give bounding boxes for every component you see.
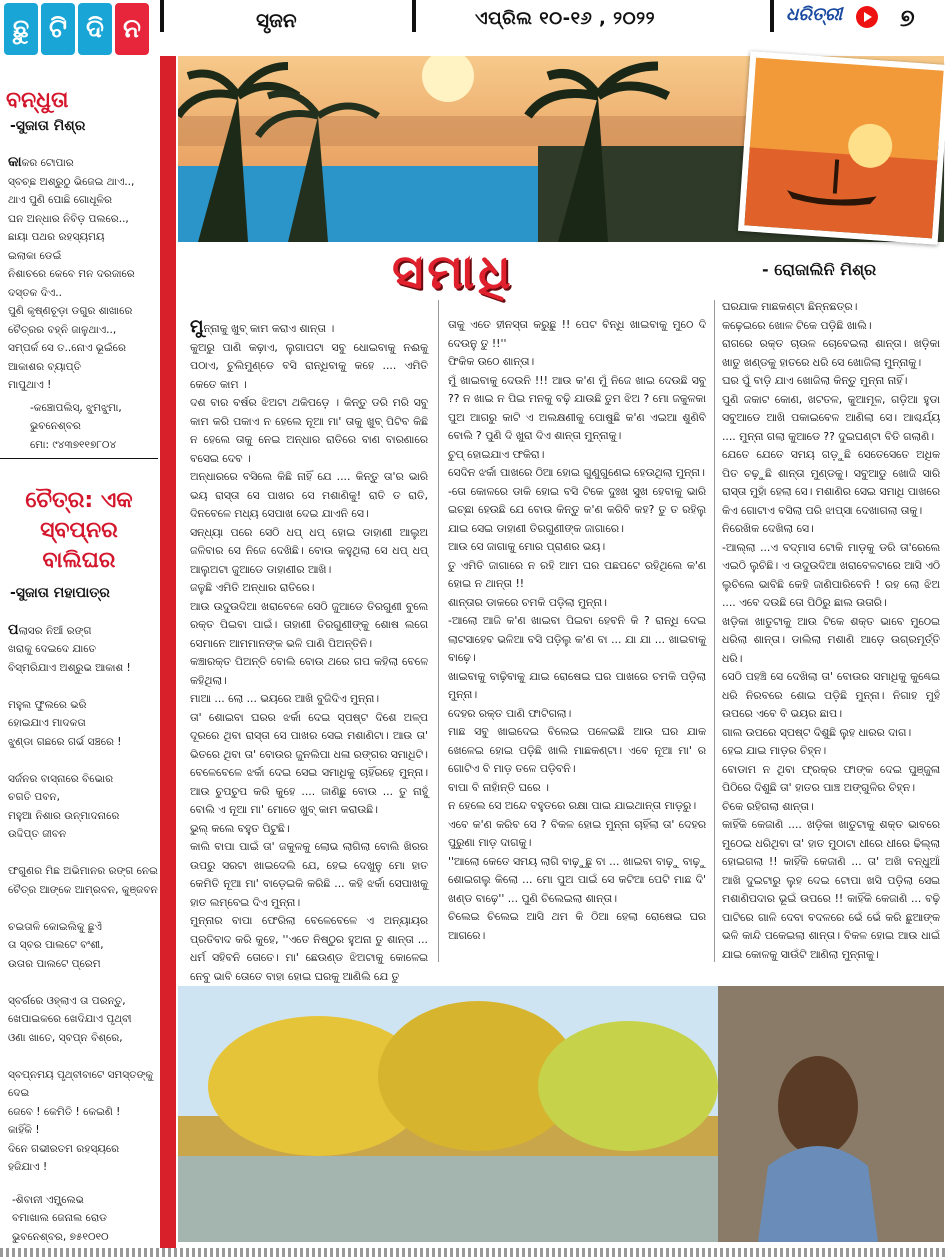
drop-cap: ପ [8,621,19,638]
drop-cap: ମୁ [190,316,204,337]
poem-title: ବନ୍ଧୁତା [6,88,69,113]
story-title: ସମାଧି [392,244,515,300]
brand-letter: ନ [115,3,149,55]
story-author: - ରୋଜାଲିନି ମିଶ୍ର [762,260,877,279]
story-text: ନ୍ନାକୁ ଖୁବ୍ କାମ କରାଏ ଶାନ୍ତା । କୁଅରୁ ପାଣି କଢ଼ାଏ, ଲୁଗାପଟା ସବୁ ଧୋଇବାକୁ ନଈକୁ ପଠାଏ, ଚୁଲିମୁଣ୍ଡେ ବସି ରାନ୍ଧିବାକୁ କହେ .... ଏମିତି କେତେ କାମ । ଦଶ ବାର ବର୍ଷର ଝିଅଟା ଥକିପଡ଼େ । କିନ୍ତୁ ଡରି ମରି ସବୁ କାମ କରି ପକାଏ ନ ହେଲେ ନୂଆ ମା' ତାକୁ ଖୁବ୍ ପିଟିବ କିଛି ନ ହେଲେ ତାକୁ ନେଇ ଅନ୍ଧାର ରାତିରେ ବାଣ ବାରଣାରେ ବସେଇ ଦେବ । ଅନ୍ଧାରରେ ବସିଲେ କିଛି ନାହିଁ ଯେ .... କିନ୍ତୁ ତା'ର ଭାରି ଭୟ ରାସ୍ତା ସେ ପାଖର ସେ ମଶାଣିକୁ! ରାତି ତ ରାତି, ଦିନବେଳେ ମଧ୍ୟ ସେପାଖ ଦେଇ ଯାଏନି ସେ। ସନ୍ଧ୍ୟା ପରେ ସେଠି ଧପ୍ ଧପ୍ ହୋଇ ଡାହାଣୀ ଆଲୁଅ ଜଳିବାର ସେ ନିଜେ ଦେଖିଛି। ବୋଉ କହୁଥିଲା ସେ ଧପ୍ ଧପ୍ ଆଲୁଅଟା ଜୁଆଡେ ଡାହାଣୀର ଆଖି। ଜଳୁଛି ଏମିତି ଅନ୍ଧାର ରାତିରେ। ଆଉ ଉଦୁଉଦିଆ ଖରାବେଳେ ସେଠି ଜୁଆଡେ ତିରଗୁଣୀ ବୁଲେ ରକ୍ତ ପିଇବା ପାଇଁ। ତାହାଣୀ ତିରଗୁଣୀଙ୍କୁ ଶୋଷ ଲଗେ ସେମାନେ ଆମମାନଙ୍କ ଭଳି ପାଣି ପିଅନ୍ତିନି। କଞ୍ଚାରକ୍ତ ପିଅନ୍ତି ବୋଲି ବୋଉ ଥରେ ଗପ କହିଲା ବେଳେ କହିଥିଲା। ମାଆ ... ଲୋ ... ଭୟରେ ଆଖି ବୁଜିଦିଏ ମୁନ୍ନା। ତା' ଶୋଇବା ଘରର ଝର୍କା ଦେଇ ସ୍ପଷ୍ଟ ଦିଶେ ଅଳ୍ପ ଦୂରରେ ଥିବା ରାସ୍ତା ସେ ପାଖର ସେଇ ମଶାଣିଟା। ଆଉ ତା' ଭିତରେ ଥିବା ତା' ବୋଉର ଜୁନଲିପା ଧଳା ରଙ୍ଗର ସମାଧିଟି। ବେଳେବେଳେ ଝର୍କା ଦେଇ ସେଇ ସମାଧିକୁ ଚାହିଁରହେ ମୁନ୍ନା। ଆଉ ଚୁପଚୁପ କରି କୁହେ .... ଜାଣିଛୁ ବୋଉ ... ତୁ ନାହୁଁ ବୋଲି ଏ ନୂଆ ମା' ମୋତେ ଖୁବ୍ କାମ କରାଉଛି। ଭୁଲ୍ କଲେ ବହୁତ ପିଟୁଛି। କାଲି ବାପା ପାଇଁ ତା' ଜକୁଳକୁ ଲୋଭ ଲାଗିଲା ବୋଲି ଖିରର ଉପରୁ ସରଟା ଖାଇଦେଲି ଯେ, ହେଇ ଦେଖୁନୁ ମୋ ହାତ କେମିତି ନୂଆ ମା' ବାଡ଼େଇକି କରିଛି ... କହି ଝର୍କା ସେପାଖକୁ ହାତ ଲମ୍ବେଇ ଦିଏ ମୁନ୍ନା। ମୁନ୍ନାର ବାପା ଫେରିଲା ବେଳେବେଳେ ଏ ଅନ୍ୟାୟର ପ୍ରତିବାଦ କରି କୁହେ, ''ଏତେ ନିଷ୍ଠୁର ହୁଅନା ତୁ ଶାନ୍ତା ... ଧର୍ମ ସହିବନି ତୋତେ। ମା' ଛେଉଣ୍ଡ ଝିଅଟାକୁ କୋଳେଇ ନେବୁ ଭାବି ତୋତେ ବାହା ହୋଇ ଘରକୁ ଆଣିଲି ଯେ ତୁ [190,322,428,983]
section-name: ସୃଜନ [256,8,297,32]
page-bottom-border [0,1248,945,1257]
page-header [0,0,945,60]
play-icon [856,6,878,28]
column-divider [0,458,158,459]
header-divider [770,0,774,32]
brand-letter: ଛୁ [4,3,38,55]
poem-author: -ସୁଜାତା ମହାପାତ୍ର [10,585,110,601]
column-divider [438,300,439,962]
sunset-boat-photo [738,51,945,245]
section-brand-logo [4,3,149,55]
issue-date: ଏପ୍ରିଲ ୧୦-୧୬ , ୨୦୨୨ [475,8,656,29]
left-poem-column [0,62,158,1242]
poem-address: -କଞ୍ଚୋପଲିସ୍, ଝୁମଝୁମା, ଭୁବନେଶ୍ବର ମୋ: ୯୪୩୭୧୧୭୮୦୪ [30,401,122,451]
poem-author: -ସୁଜାତା ମିଶ୍ର [10,117,86,134]
poem-body [0,153,158,395]
newspaper-logo: ଧରିତ୍ରୀ [786,4,843,25]
column-divider [714,300,715,962]
poem-address: -ଶିବାନୀ ଏମ୍କ୍ଲେଭ ବମାଖାଲ ଜେନାଲ ରୋଡ ଭୁବନେଶ୍ବର, ୭୫୧୦୧୦ [12,1193,109,1243]
drop-cap: କା [8,154,22,170]
story-column-2: ତାକୁ ଏତେ ହୀନସ୍ତା କରୁଛୁ !! ପେଟ ବିନ୍ଧି ଖାଇବାକୁ ମୁଠେ ଦି ଦେଉନୁ ତୁ !!'' ଫିକିକ ଉଠେ ଶାନ୍ତା। ମୁଁ ଖାଇବାକୁ ଦେଉନି !!! ଆଉ କ'ଣ ମୁଁ ନିଜେ ଖାଇ ଦେଉଛି ସବୁ ?? ନ ଖାଇ ନ ପିଇ ମନକୁ ବଢ଼ି ଯାଉଛି ତୁମ ଝିଅ ? ମୋ ଜକୁଳକା ପୁଅ ଆଗରୁ କାଟି ଏ ଅଲକ୍ଷଣୀକୁ ପୋଷୁଛି କ'ଣ ଏଇଆ ଶୁଣିବି ବୋଲି ? ପୁଣି ଦି ଖୁରା ଦିଏ ଶାନ୍ତା ମୁନ୍ନାକୁ। ଚୁପ୍ ହୋଇଯାଏ ଫକିରା। ସେଦିନ ଝର୍କା ପାଖରେ ଠିଆ ହୋଇ ଗୁଣୁଗୁଣେଇ ହେଉଥିଲା ମୁନ୍ନା। -ତୋ କୋଳରେ ଡାକି ହୋଇ ବସି ଟିକେ ଦୁଃଖ ସୁଖ ହେବାକୁ ଭାରି ଇଚ୍ଛା ହେଉଛି ଯେ ବୋଉ କିନ୍ତୁ କ'ଣ କରିବି କହ? ତୁ ତ ରହିଲୁ ଯାଇ ସେଇ ଡାହାଣୀ ତିରଗୁଣୀଙ୍କ ଜାଗାରେ। ଆଉ ସେ ଜାଗାକୁ ମୋର ପ୍ରାଣର ଭୟ। ତୁ ଏମିତି ଜାଗାରେ ନ ରହି ଆମ ଘର ପଛପଟେ ରହିଥିଲେ କ'ଣ ହୋଇ ନ ଥାନ୍ତା !! ଶାନ୍ତାର ଡାକରେ ଚମକି ପଡ଼ିଲା ମୁନ୍ନା। -ଆଲୋ ଆଜି କ'ଣ ଖାଇବା ପିଇବା ହେବନି କି ? ରାନ୍ଧି ଦେଇ ଲାଟସାହେବ ଭଳିଆ ବସି ପଡ଼ିଲୁ କ'ଣ ବା ... ଯା ଯା ... ଖାଇବାକୁ ବାଢ଼େ। ଖାଇବାକୁ ବାଢ଼ିବାକୁ ଯାଇ ରୋଷେଇ ଘର ପାଖରେ ଚମକି ପଡ଼ିଲା ମୁନ୍ନା। ଦେହର ରକ୍ତ ପାଣି ଫାଟିଗଲା। ମାଛ ସବୁ ଖାଇଦେଇ ବିଲେଇ ପଳେଇଛି ଆଉ ଘର ଯାକ ଖେଳେଇ ହୋଇ ପଡ଼ିଛି ଖାଲି ମାଛକଣ୍ଟା। ଏବେ ନୂଆ ମା' ର ଗୋଟିଏ ବି ମାଡ଼ ତଳେ ପଡ଼ିବନି। ବାପା ବି ନାହାଁନ୍ତି ଘରେ । ନ ହେଲେ ସେ ଅନ୍ଦେ ବହୁତରେ ରକ୍ଷା ପାଇ ଯାଇଥାନ୍ତା ମାଡ଼ରୁ। ଏବେ କ'ଣ କରିବ ସେ ? ବିକଳ ହୋଇ ମୁନ୍ନା ଚାହିଁଲା ତା' ଦେହର ପୁରୁଣା ମାଡ଼ ଦାଗକୁ। ''ଆଲୋ କେତେ ସମୟ ଲାଗି ବାଢ଼ୁଛୁ ବା ... ଖାଇବା ବାଢ଼ୁ ବାଢ଼ୁ ଶୋଇଗଲୁ କିଲୋ ... ମୋ ପୁଅ ପାଇଁ ସେ କଟିଆ ପେଟି ମାଛ ଦି' ଖଣ୍ଡ ବାଢ଼େ'' ... ପୁଣି ଚିଲେଇଲା ଶାନ୍ତା। ଚିଲେଇ ଚିଲେଇ ଆସି ଥମ କି ଠିଆ ହେଲା ରୋଷେଇ ଘର ଆଗରେ। [448,318,706,942]
header-divider [160,0,164,32]
poem-text: କର ଟୋପାର ସ୍ବଚ୍ଛ ଅଶ୍ରୁଠୁ ଭିଜେଇ ଥାଏ.., ଥାଏ ପୁଣି ପୋଛି ଗୋଧୂଳିର ଘନ ଅନ୍ଧାର ନିବିଡ଼ ପଲରେ.., ଛାୟା ପଥର ରହସ୍ୟମୟ ଇଲାକା ଡେଇଁ ନିଶାଚରେ କେବେ ମନ ଦରଜାରେ ଦସ୍ତକ ଦିଏ.. ପୁଣି କୃଷ୍ଣଚୂଡ଼ା ଡଗୁର ଶାଖାରେ ଚୈତ୍ରର ବହ୍ନି ଜାଳୁଥାଏ.., ସମ୍ପର୍କ ସେ ତ..ନୋଏ ଭୂଇଁରେ ଆକାଶର ବ୍ୟାପ୍ତି ମାପୁଥାଏ ! [8,157,135,391]
poem-body [0,621,158,1177]
story-column-3 [722,298,940,1020]
poem-title: ଚୈତ୍ର: ଏକ ସ୍ବପ୍ନର ବାଲିଘର [25,488,133,573]
page-number: ୭ [900,4,915,32]
brand-letter: ଟି [41,3,75,55]
story-text: ଘରଯାକ ମାଛକଣ୍ଟା ଛିନ୍ନଛତ୍ର। କଢ଼େଇରେ ଖୋଳ ଟିକେ ପଡ଼ିଛି ଖାଲି। ରାଗରେ ରକ୍ତ ଚାଉଳ ଚୋବେଇଲା ଶାନ୍ତା। ଖଡ଼ିକା ଖାତୁ ଖଣ୍ଡକୁ ହାତରେ ଧରି ସେ ଖୋଜିଲା ମୁନ୍ନାକୁ। ଘର ପୁଁ ବାଡ଼ି ଯାଏ ଖୋଜିଲା କିନ୍ତୁ ମୁନ୍ନା ନାହିଁ। ପୁଣି ଜକାଟ କୋଣ, ଖଟତଳ, କୁଆମୂଳ, ଗଡ଼ିଆ ହୁଡା ସବୁଆଡେ ଆଖି ପକାଇବେଳ ଆଣିଲା ସେ। ଆଶ୍ଚର୍ଯ୍ୟ .... ମୁନ୍ନା ଗଲା କୁଆଡେ ?? ଦୁଇଘଣ୍ଟା ବିତି ଗଲାଣି। ଯେତେ ଯେତେ ସମୟ ଗଡ଼ୁଛି ସେତେସେତେ ଅଧିକ ପିତ ଚଢ଼ୁଛି ଶାନ୍ତା ମୁଣ୍ଡକୁ। ସବୁଆଡୁ ଖୋଜି ସାରି ରାସ୍ତା ମୁହାଁ ହେଲା ସେ। ମଶାଣିର ସେଇ ସମାଧି ପାଖରେ କିଏ ଗୋଟାଏ ବସିଲା ପରି ଝାପ୍ସା ଦେଖାଗଲା ତାକୁ। ନିରେଖିକ ଦେଖିଲା ସେ। -ଆଲ୍ଲା ...ଏ ବଦ୍ମାସ ଟୋକି ମାଡ଼କୁ ଡରି ତା'ରେଲେ ଏଇଠି ଲୁଚିଛି। ଏ ଉଦୁଉଦିଆ ଖରାବେଳଟାରେ ଆସି ଏଠି ଲୁଚିଲେ ଭାବିଛି କେହି ଜାଣିପାରିବେନି ! ରହ ଲୋ ଝିଅ .... ଏବେ ଦଉଛି ତୋ ପିଠିରୁ ଛାଲ ଉତାରି। ଖଡ଼ିକା ଖାତୁଟାକୁ ଆଉ ଟିକେ ଶକ୍ତ ଭାବେ ମୁଠେଇ ଧରିଲା ଶାନ୍ତା। ଡାଲିଲା ମଶାଣି ଆଡ଼େ ଉଗ୍ରମୂର୍ତ୍ତି ଧରି। ସେଠି ପହଞ୍ଚି ସେ ଦେଖିଲା ତା' ବୋଉର ସମାଧିକୁ କୁଣ୍ଢେଇ ଧରି ନିରବରେ ଶୋଇ ପଡ଼ିଛି ମୁନ୍ନା। ନିଗାହ ମୁହଁ ଉପରେ ଏବେ ବି ଭୟର ଛାପ। ଗାଲ ଉପରେ ସ୍ପଷ୍ଟ ଦିଶୁଛି ଲୁହ ଧାରର ଦାଗ। ହେଇ ଯାଇ ମାଡ଼ର ଚିହ୍ନ। ବୋଡାମ ନ ଥିବା ଫ୍ରକ୍ର ଫାଙ୍କ ଦେଇ ପୁଞ୍ଜୁଳା ପିଠିରେ ଦିଶୁଛି ତା' ହାତର ପାଞ୍ଚ ଅଙ୍ଗୁଳିର ଚିହ୍ନ। ଚିକେ ରହିଗଲା ଶାନ୍ତା। କାହିଁକି କେଜାଣି .... ଖଡ଼ିକା ଖାତୁଟାକୁ ଶକ୍ତ ଭାବରେ ମୁଠେଇ ଧରିଥିବା ତା' ହାତ ମୁଠାଟା ଧୀରେ ଧୀରେ ଢିଲ୍ଲା ହୋଇଗଲା !! କାହିଁକି କେଜାଣି ... ତା' ଅଖି ବନ୍ଧୁଆଁ ଆଖି ଦୁଇଟାରୁ ଲୁହ ଦେଇ ଟୋପା ଖସି ପଡ଼ିଲା ସେଇ ମଶାଣିପଦାର ଭୂଇଁ ଉପରେ !! କାହିଁକି କେଜାଣି ... ବଢ଼ି ପାଟିରେ ଗାଳି ଦେବା ବଦଳରେ ଭେଁ ଭେଁ କରି ଛୁଆଙ୍କ ଭଳି କାନ୍ଦି ପକେଇଲା ଶାନ୍ତା। ବିକଳ ହୋଇ ଆଉ ଧାଇଁ ଯାଇ କୋଳକୁ ସାଉଁଟି ଆଣିଲା ମୁନ୍ନାକୁ। [722,300,940,961]
brand-letter: ଦି [78,3,112,55]
poem-text: ଲାସର ନିଆଁ ରଙ୍ଗ ଖରାକୁ ଦେଇଦେ ଯାତେ ବିସ୍ମରିଯାଏ ଅଶ୍ରୁଭ ଆକାଶ ! ମହୁଲ ଫୁଲରେ ଭରି ହୋଇଯାଏ ମାଦକତା ଝୁଣ୍ଡା ଗଛରେ ଗର୍ଭ ସଞ୍ଚରେ ! ସର୍ଜନର ବାସ୍ନାରେ ବିଭୋର ଚଗତି ପବନ, ମହୁଆ ନିଶାର ଉନ୍ମାଦନାରେ ଉଦ୍ଦିପ୍ତ ଜୀବନ ଫଗୁଣର ମିଛ ଅଭିମାନର ରଙ୍ଗ ନେଇ ଚୈତ୍ର ଆଙ୍କେ ଆମ୍ରବନ, କୁଞ୍ଜବନ ଚଇତାଳି କୋଇଲିକୁ ଛୁଏଁ ତା ସ୍ବର ପାଲଟେ ବଂଶୀ, ଉତାର ପାଲଟେ ପ୍ରେମ ସ୍ବର୍ଗରେ ଓହ୍ଲାଏ ତା ପରନ୍ତୁ, ଖେପାଇକରେ ଖେଦିଯାଏ ପୃଥ୍ବୀ ଓଣା ଖାତେ, ସ୍ବପ୍ନ ବିଶ୍ରେ, ସ୍ବପ୍ନମୟ ପୃଥ୍ବୀବାଟେ ସମସ୍ତଙ୍କୁ ଦେଇ ଜେବେ ! କେମିତି ! କେଇଣି ! କାହିଁକି ! ଦିନେ ଗଭୀରତମ ରହସ୍ୟରେ ହଜିଯାଏ ! [8,624,158,1173]
header-divider [412,0,416,32]
lake-trees-girl-image [178,986,944,1242]
story-column-1 [190,318,428,986]
